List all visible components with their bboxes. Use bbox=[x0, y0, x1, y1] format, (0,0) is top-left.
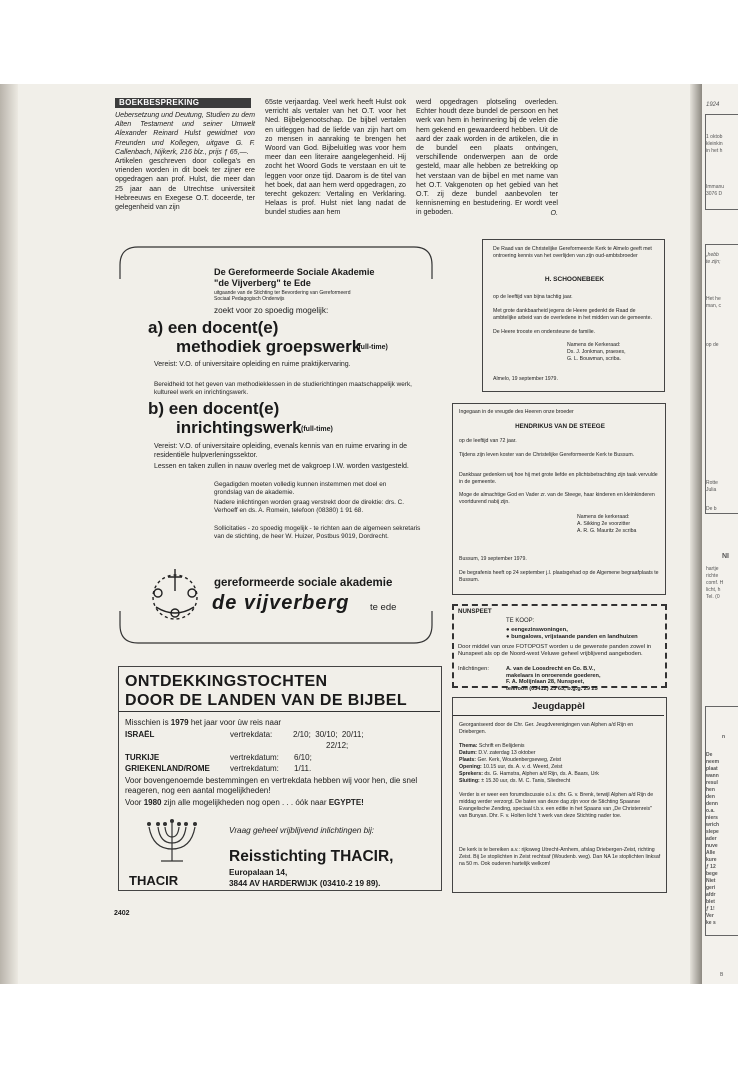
youth-detail-row bbox=[459, 743, 661, 750]
next-page-text: Rotte bbox=[706, 480, 718, 486]
next-page-text: 3076 D bbox=[706, 191, 723, 197]
section-heading: BOEKBESPREKING bbox=[115, 98, 251, 108]
page-edge-shadow bbox=[690, 84, 702, 984]
youth-organizer: Georganiseerd door de Chr. Ger. Jeugdverenigingen van Alphen a/d Rijn en Driebergen. bbox=[459, 722, 634, 735]
next-page-text: geri bbox=[706, 885, 716, 891]
youth-detail-value: Schrift en Belijdenis bbox=[478, 743, 525, 749]
youth-detail-value: Ger. Kerk, Woudenbergseweg, Zeist bbox=[477, 757, 561, 763]
academy-subtitle: uitgaande van de Stichting ter Bevordering van Gereformeerd Sociaal Pedagogisch Onderwijs bbox=[214, 290, 351, 302]
vacancy-b-title: b) een docent(e) bbox=[148, 399, 280, 418]
next-page-text: op de bbox=[706, 342, 719, 348]
next-page-text: te zijn; bbox=[706, 259, 721, 265]
thacir-date-label: vertrekdatum: bbox=[230, 764, 279, 773]
next-page-text: Alle bbox=[706, 850, 716, 856]
nunspeet-info-label: Inlichtingen: bbox=[458, 666, 489, 672]
next-page-text: comf. H bbox=[706, 580, 724, 586]
youth-paragraph: Verder is er weer een forumdiscussie o.l.v. dhr. G. v. Brenk, terwijl Alphen a/d Rijn de middag verder verzorgt. De baten van deze dag zijn voor de Stichting Spaanse Evangelische Zending, speciaal t.b.v. een editie in het Spaans van „De Christenreis" van Bunyan. Dhr. F. v. Holten licht 't werk van deze Stichting nader toe. bbox=[459, 792, 654, 819]
page-number: 2402 bbox=[114, 910, 130, 917]
vacancy-a-title: a) een docent(e) bbox=[148, 318, 279, 337]
notice-signature bbox=[577, 514, 665, 535]
next-page-text: resul bbox=[706, 780, 718, 786]
nunspeet-item: ● eengezinswoningen, bbox=[506, 627, 568, 633]
youth-detail-row bbox=[459, 764, 661, 771]
thacir-future-year: 1980 bbox=[143, 798, 162, 807]
vacancy-a-subject: methodiek groepswerk bbox=[176, 337, 362, 356]
next-page-text: plaat bbox=[706, 766, 718, 772]
youth-detail-key: Datum: bbox=[459, 750, 477, 756]
next-page-text: 1 oktob bbox=[706, 134, 723, 140]
next-page-text: Julia bbox=[706, 487, 717, 493]
vacancy-a-preference: Bereidheid tot het geven van methodieklessen in de studierichtingen maatschappelijk werk, kultureel werk en inrichtingswerk. bbox=[154, 381, 412, 396]
notice-age: op de leeftijd van bijna tachtig jaar. bbox=[493, 294, 573, 300]
review-paragraph: 65ste verjaardag. Veel werk heeft Hulst ook verricht als vertaler van het O.T. voor het Ned. Bijbelgenootschap. De bijbel vertalen en uitleggen had de liefde van zijn hart om zo mensen in aanraking te brengen het Woord van God. Bijbeluitleg was voor hem meer dan een literaire aangelegenheid. Hij zocht het Woord Gods te verstaan en uit te leggen voor onze tijd. Daarom is de titel van het boek, dat aan hem werd opgedragen, zo terecht gekozen: Vertaling en Verklaring. Helaas is prof. Hulst niet lang nadat de bundel studies aan hem bbox=[265, 98, 406, 217]
next-page-text: hartje bbox=[706, 566, 719, 572]
thacir-dates: 6/10; bbox=[294, 753, 312, 762]
notice-signature bbox=[567, 342, 659, 363]
notice-signature-line: Ds. J. Jonkman, praeses, bbox=[567, 349, 626, 355]
youth-title: Jeugdappèl bbox=[453, 698, 664, 716]
youth-detail-value: ± 15.30 uur, ds. M. C. Tanis, Sliedrecht bbox=[481, 778, 571, 784]
thacir-title-line1: ONTDEKKINGSTOCHTEN bbox=[125, 673, 328, 690]
next-page-text: den bbox=[706, 794, 715, 800]
review-column-2 bbox=[265, 98, 406, 218]
academy-footer-brand: de vijverberg bbox=[212, 592, 350, 614]
academy-ad bbox=[118, 245, 434, 645]
academy-logo bbox=[142, 563, 208, 625]
nunspeet-body: Door middel van onze FOTOPOST worden u de gewenste panden zowel in Nunspeet als op de Noord-west Veluwe geheel vrijblijvend aangeboden. bbox=[458, 644, 652, 657]
youth-detail-key: Plaats: bbox=[459, 757, 477, 763]
vacancy-a-fulltime: (full-time) bbox=[356, 344, 388, 351]
notice-paragraph: Moge de almachtige God en Vader zr. van de Steege, haar kinderen en kleinkinderen voortdurend nabij zijn. bbox=[459, 492, 655, 505]
thacir-future-destination: EGYPTE! bbox=[328, 798, 364, 807]
next-page-text: denn bbox=[706, 801, 718, 807]
youth-details bbox=[459, 743, 661, 785]
next-page-text: kure bbox=[706, 857, 717, 863]
notice-intro: Ingegaan in de vreugde des Heeren onze broeder bbox=[459, 409, 574, 415]
youth-detail-value: 10.15 uur, ds. A. v. d. Weerd, Zeist bbox=[483, 764, 563, 770]
nunspeet-contact bbox=[506, 666, 601, 692]
thacir-address: Europalaan 14, bbox=[229, 868, 288, 877]
notice-paragraph: Dankbaar gedenken wij hoe hij met grote liefde en plichtsbetrachting zijn taak vervulde in de gemeente. bbox=[459, 472, 658, 485]
notice-place-date: Almelo, 19 september 1979. bbox=[493, 376, 558, 382]
next-page-text: neem bbox=[706, 759, 720, 765]
review-paragraph: werd opgedragen plotseling overleden. Echter houdt deze bundel de persoon en het werk van hem in herinnering bij de velen die hem gekend en gewaardeerd hebben. Uit de aard der zaak worden in de artikelen, die in de bundel een plaats ontvingen, verschillende onderwerpen aan de orde gesteld, maar alle hebben ze betrekking op het verstaan van de bijbel en met name van het O.T. Vakgenoten op het gebied van het O.T. zij deze bundel aanbevolen ter kennisneming en bestudering. Er wordt veel in geboden. bbox=[416, 98, 558, 217]
thacir-date-label: vertrekdatum: bbox=[230, 753, 279, 762]
thacir-future-text: Voor bbox=[125, 798, 144, 807]
next-page-text: nuve bbox=[706, 843, 718, 849]
youth-detail-value: ds. G. Hamstra, Alphen a/d Rijn, ds. A. Baars, Urk bbox=[484, 771, 599, 777]
vacancy-apply: Sollicitaties - zo spoedig mogelijk - te richten aan de algemeen sekretaris van de stichting, de heer W. Huizer, Postbus 9019, Dordrecht. bbox=[214, 525, 421, 541]
nunspeet-contact-line: telefoon (03412) 23 63, b.g.g. 29 25 bbox=[506, 685, 598, 692]
youth-detail-row bbox=[459, 778, 661, 785]
next-page-text: o.a. bbox=[706, 808, 715, 814]
next-page-text: in het h bbox=[706, 148, 723, 154]
academy-footer-name: gereformeerde sociale akademie bbox=[214, 577, 393, 589]
academy-seeking: zoekt voor zo spoedig mogelijk: bbox=[214, 306, 329, 315]
death-notice-almelo bbox=[482, 239, 665, 392]
next-page-text: Tel. (0 bbox=[706, 594, 720, 600]
next-page-text: hen bbox=[706, 787, 715, 793]
next-page-text: NI bbox=[722, 553, 729, 560]
book-spine bbox=[0, 84, 18, 984]
youth-event-ad bbox=[452, 697, 667, 893]
next-page-text: kleinkin bbox=[706, 141, 723, 147]
youth-detail-key: Thema: bbox=[459, 743, 478, 749]
next-page-year: 1924 bbox=[706, 102, 720, 108]
nunspeet-ad bbox=[452, 604, 667, 692]
review-column-1 bbox=[115, 111, 255, 212]
menorah-icon bbox=[133, 815, 211, 867]
thacir-intro-text: Misschien is bbox=[125, 718, 171, 727]
youth-detail-value: D.V. zaterdag 13 oktober bbox=[478, 750, 536, 756]
next-page-text: afdr bbox=[706, 892, 716, 898]
vacancy-b-subject: inrichtingswerk bbox=[176, 418, 302, 437]
thacir-intro-year: 1979 bbox=[170, 718, 189, 727]
thacir-address: 3844 AV HARDERWIJK (03410-2 19 89). bbox=[229, 879, 381, 888]
youth-detail-key: Sluiting: bbox=[459, 778, 480, 784]
thacir-travel-ad bbox=[118, 666, 442, 891]
nunspeet-contact-line: makelaars in onroerende goederen, bbox=[506, 672, 601, 679]
nunspeet-contact-line: A. van de Loosdrecht en Co. B.V., bbox=[506, 666, 595, 672]
thacir-ask: Vraag geheel vrijblijvend inlichtingen bij: bbox=[229, 826, 375, 835]
thacir-dates: 1/11. bbox=[294, 764, 312, 773]
death-notice-bussum bbox=[452, 403, 666, 595]
notice-name: HENDRIKUS VAN DE STEEGE bbox=[515, 423, 605, 430]
thacir-intro bbox=[125, 718, 281, 727]
notice-signature-line: Namens de Kerkeraad: bbox=[567, 342, 621, 348]
next-page-text: wrich bbox=[706, 822, 720, 828]
nunspeet-title: NUNSPEET bbox=[458, 608, 492, 615]
vacancy-lessons: Lessen en taken zullen in nauw overleg met de vakgroep I.W. worden vastgesteld. bbox=[154, 463, 409, 470]
notice-signature-line: G. L. Bouwman, scriba. bbox=[567, 356, 621, 362]
next-page-text: „hebb bbox=[706, 252, 719, 258]
next-page-strip bbox=[702, 84, 738, 984]
next-page-text: ader bbox=[706, 836, 717, 842]
next-page-text: ƒ 12 bbox=[706, 864, 716, 870]
next-page-box bbox=[705, 244, 738, 514]
youth-detail-key: Sprekers: bbox=[459, 771, 483, 777]
next-page-text: ƒ 1! bbox=[706, 906, 715, 912]
vacancy-info: Nadere inlichtingen worden graag verstrekt door de direktie: drs. C. Verhoeff en ds. A. Romein, telefoon (08380) 1 91 68. bbox=[214, 499, 405, 515]
review-paragraph: Artikelen geschreven door collega's en vrienden worden in dit boek ter zijner ere opgedragen aan prof. Hulst, die meer dan 25 jaar aan de Utrechtse universiteit Hebreeuws en Exegese O.T. doceerde, ter gelegenheid van zijn bbox=[115, 157, 255, 212]
next-page-text: Niet bbox=[706, 878, 716, 884]
youth-detail-row bbox=[459, 750, 661, 757]
thacir-dates: 2/10; 30/10; 20/11; bbox=[293, 730, 364, 739]
vacancy-b-fulltime: (full-time) bbox=[301, 426, 333, 433]
notice-burial: De begrafenis heeft op 24 september j.l. plaatsgehad op de Algemene begraafplaats te Bussum. bbox=[459, 570, 659, 583]
next-page-text: Het he bbox=[706, 296, 721, 302]
youth-directions: De kerk is te bereiken a.v.: rijksweg Utrecht-Arnhem, afslag Driebergen-Zeist, richting Zeist. Bij 1e stoplichten in Zeist rechtsaf (Woudenb. weg). Dan NA 1e stoplichten linksaf na 50 m. Ook ouderen hartelijk welkom! bbox=[459, 847, 661, 867]
notice-signature-line: A. Sikking 2e voorzitter bbox=[577, 521, 631, 527]
thacir-other: Voor bovengenoemde bestemmingen en vertrekdata hebben wij voor hen, die snel reageren, nog een aantal mogelijkheden! bbox=[125, 776, 418, 796]
next-page-text: Immanu bbox=[706, 184, 725, 190]
review-book-citation: Uebersetzung und Deutung, Studien zu dem Alten Testament und seiner Umwelt Alexander Reinard Hulst gewidmet von Freunden und Kollegen, uitgave G. F. Callenbach, Nijkerk, 216 blz., prijs ƒ 65,—. bbox=[115, 111, 255, 156]
next-page-text: blet bbox=[706, 899, 715, 905]
review-signature: O. bbox=[550, 208, 558, 217]
next-page-text: De bbox=[706, 752, 713, 758]
thacir-org: Reisstichting THACIR, bbox=[229, 848, 394, 865]
next-page-text: slepe bbox=[706, 829, 719, 835]
notice-place-date: Bussum, 19 september 1979. bbox=[459, 556, 527, 562]
youth-detail-key: Opening: bbox=[459, 764, 482, 770]
notice-paragraph: Tijdens zijn leven koster van de Christelijke Gereformeerde Kerk te Bussum. bbox=[459, 452, 635, 458]
nunspeet-sale: TE KOOP: bbox=[506, 618, 535, 624]
thacir-country: TURKIJE bbox=[125, 753, 160, 762]
notice-intro: De Raad van de Christelijke Gereformeerde Kerk te Almelo geeft met ontroering kennis van het overlijden van zijn oud-ambtsbroeder bbox=[493, 246, 652, 259]
next-page-text: wann bbox=[706, 773, 719, 779]
next-page-text: niers bbox=[706, 815, 718, 821]
vacancy-a-requirements: Vereist: V.O. of universitaire opleiding en ruime praktijkervaring. bbox=[154, 361, 351, 368]
notice-signature-line: A. R. G. Mauritz 2e scriba bbox=[577, 528, 637, 534]
academy-footer-place: te ede bbox=[370, 602, 397, 613]
next-page-text: De b bbox=[706, 506, 717, 512]
vacancy-b-requirements: Vereist: V.O. of universitaire opleiding, evenals kennis van en ruime ervaring in de residentiële hulpverleningssektor. bbox=[154, 443, 408, 459]
thacir-divider bbox=[119, 711, 440, 712]
thacir-date-label: vertrekdata: bbox=[230, 730, 273, 739]
next-page-text: richte bbox=[706, 573, 719, 579]
nunspeet-contact-line: F. A. Molijnlaan 28, Nunspeet, bbox=[506, 679, 585, 685]
next-page-text: ke s bbox=[706, 920, 716, 926]
next-page-text: man, c bbox=[706, 303, 722, 309]
youth-detail-row bbox=[459, 771, 661, 778]
thacir-title-line2: DOOR DE LANDEN VAN DE BIJBEL bbox=[125, 692, 408, 709]
notice-name: H. SCHOONEBEEK bbox=[544, 276, 605, 283]
notice-signature-line: Namens de kerkeraad: bbox=[577, 514, 630, 520]
academy-org-location: "de Vijverberg" te Ede bbox=[214, 278, 311, 288]
review-column-3 bbox=[416, 98, 558, 218]
next-page-text: B bbox=[720, 972, 724, 978]
thacir-country: GRIEKENLAND/ROME bbox=[125, 764, 210, 773]
next-page-text: licht, h bbox=[706, 587, 721, 593]
thacir-logo: THACIR bbox=[129, 873, 179, 888]
notice-body: Met grote dankbaarheid jegens de Heere gedenkt de Raad de ambtelijke arbeid van de overledene in het midden van de gemeente. bbox=[493, 308, 652, 321]
notice-age: op de leeftijd van 72 jaar. bbox=[459, 438, 517, 444]
thacir-country: ISRAËL bbox=[125, 730, 155, 739]
notice-comfort: De Heere trooste en ondersteune de familie. bbox=[493, 329, 596, 335]
youth-detail-row bbox=[459, 757, 661, 764]
thacir-intro-text: het jaar voor ùw reis naar bbox=[188, 718, 282, 727]
next-page-text: n bbox=[722, 734, 726, 740]
thacir-future bbox=[125, 798, 364, 807]
next-page-text: Ver bbox=[706, 913, 714, 919]
academy-org-name: De Gereformeerde Sociale Akademie bbox=[214, 267, 375, 277]
nunspeet-item-label: bungalows, vrijstaande panden en landhuizen bbox=[511, 634, 638, 640]
thacir-future-text: zijn alle mogelijkheden nog open . . . óók naar bbox=[161, 798, 329, 807]
vacancy-agreement: Gegadigden moeten volledig kunnen instemmen met doel en grondslag van de akademie. bbox=[214, 481, 387, 497]
nunspeet-item-label: eengezinswoningen, bbox=[511, 627, 568, 633]
nunspeet-item: ● bungalows, vrijstaande panden en landhuizen bbox=[506, 634, 638, 640]
next-page-text: bege bbox=[706, 871, 718, 877]
thacir-dates: 22/12; bbox=[326, 741, 349, 750]
